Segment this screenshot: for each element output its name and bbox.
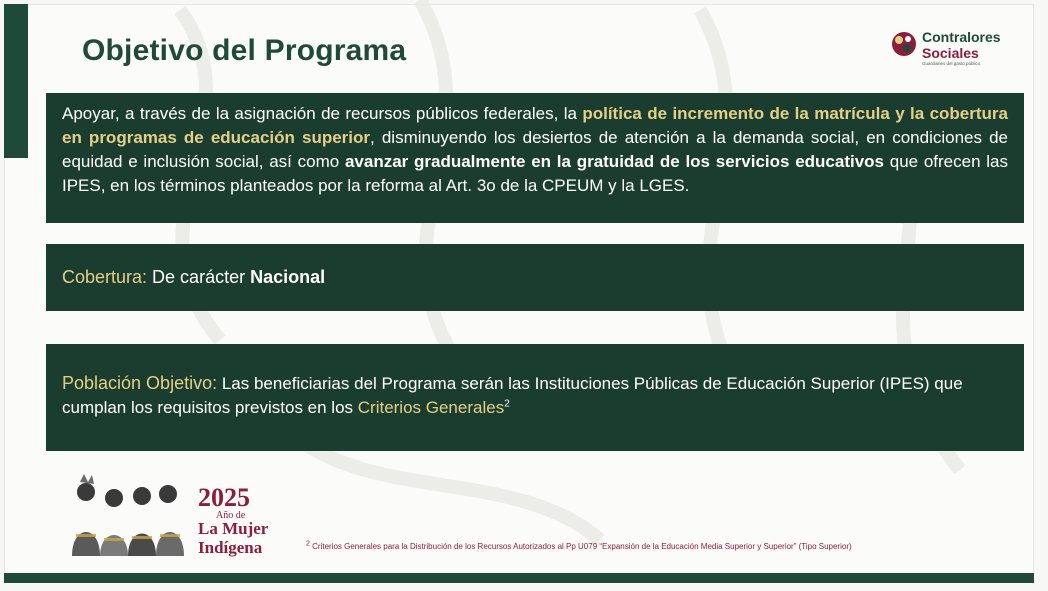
population-text: Las beneficiarias del Programa serán las Instituciones Públicas de Educación Superior (IPES) que cumplan los requisitos previstos en los	[62, 374, 963, 417]
objective-highlight-policy: política de incremento de la matrícula y la cobertura en programas de educación superior	[62, 104, 1008, 147]
contralores-logo-icon	[890, 30, 918, 58]
footnote-number: 2	[306, 540, 310, 548]
year-subtitle: Año de	[216, 510, 246, 521]
footnote-marker: 2	[504, 398, 510, 410]
criterios-generales-reference: Criterios Generales	[357, 398, 505, 417]
logo-text-sociales: Sociales	[922, 45, 979, 61]
year-line-1: La Mujer	[198, 519, 269, 538]
objective-text: Apoyar, a través de la asignación de recursos públicos federales, la	[62, 104, 583, 123]
coverage-text: De carácter	[147, 267, 251, 287]
contralores-sociales-logo	[890, 28, 1030, 72]
year-line-2: Indígena	[198, 538, 263, 557]
coverage-value: Nacional	[250, 267, 326, 287]
bottom-accent-bar	[4, 573, 1034, 583]
logo-text-contralores: Contralores	[922, 29, 1001, 45]
population-label: Población Objetivo:	[62, 373, 218, 393]
footnote	[306, 542, 852, 551]
logo-tagline: Guardianes del gasto público	[922, 61, 981, 66]
coverage-label: Cobertura:	[62, 267, 148, 287]
objective-box	[46, 93, 1024, 223]
page-title: Objetivo del Programa	[82, 34, 407, 67]
coverage-box	[46, 244, 1024, 311]
year-number: 2025	[198, 483, 250, 512]
footnote-text: Criterios Generales para la Distribución de los Recursos Autorizados al Pp U079 “Expansión de la Educación Media Superior y Superior” (Tipo Superior)	[309, 542, 852, 551]
objective-highlight-gratuity: avanzar gradualmente en la gratuidad de los servicios educativos	[344, 152, 885, 171]
indigenous-women-illustration	[62, 474, 190, 556]
side-accent-bar	[4, 4, 28, 158]
population-box	[46, 344, 1024, 451]
objective-text: , disminuyendo los desiertos de atención a la demanda social, en condiciones de equidad e inclusión social, así como	[62, 128, 1008, 171]
objective-text: que ofrecen las IPES, en los términos planteados por la reforma al Art. 3o de la CPEUM y la LGES.	[62, 152, 1009, 195]
